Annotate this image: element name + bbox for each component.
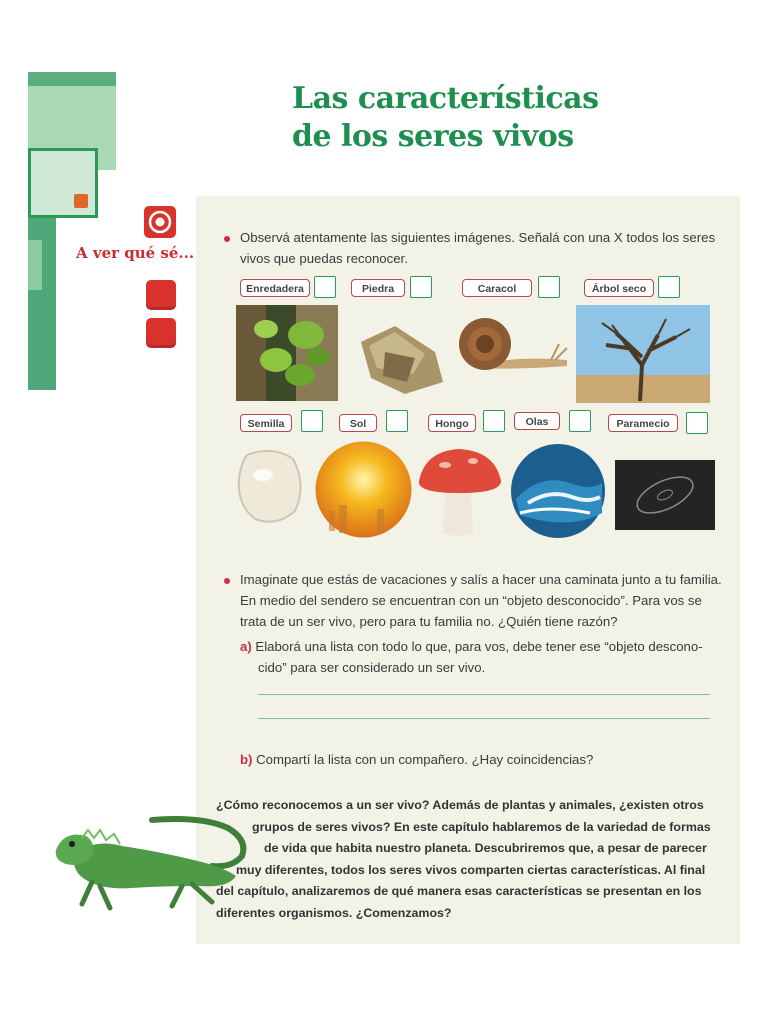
decorative-orange-square [74, 194, 88, 208]
decorative-band-lower-light [28, 240, 42, 290]
title-line-1: Las características [292, 81, 599, 116]
activity-2a-label: a) [240, 639, 252, 654]
activity-2-line-3: trata de un ser vivo, pero para tu familia no. ¿Quién tiene razón? [240, 614, 618, 629]
section-icon-2 [146, 318, 176, 348]
target-icon [144, 206, 176, 238]
activity-2a-line-2: cido” para ser considerado un ser vivo. [258, 660, 486, 675]
sol-image [315, 441, 412, 538]
intro-line-2: grupos de seres vivos? En este capítulo hablaremos de la variedad de formas [252, 819, 711, 834]
activity-2b-label: b) [240, 752, 253, 767]
label-sol: Sol [339, 414, 377, 432]
label-hongo: Hongo [428, 414, 476, 432]
label-caracol: Caracol [462, 279, 532, 297]
enredadera-image [236, 305, 338, 401]
title-line-2: de los seres vivos [292, 119, 574, 154]
semilla-image [233, 445, 307, 527]
intro-line-5: del capítulo, analizaremos de qué manera esas características se presentan en los [216, 884, 702, 899]
intro-line-3: de vida que habita nuestro planeta. Descubriremos que, a pesar de parecer [264, 841, 707, 856]
checkbox-caracol[interactable] [538, 276, 560, 298]
arbol-seco-image [576, 305, 710, 403]
activity-2a [240, 636, 720, 678]
paramecio-image [615, 460, 715, 530]
page-title [292, 80, 712, 156]
instruction-line-2: vivos que puedas reconocer. [240, 251, 408, 266]
activity-1-instruction [240, 227, 720, 269]
answer-line-1[interactable] [258, 694, 710, 695]
activity-2-line-2: En medio del sendero se encuentran con un “objeto desconocido”. Para vos se [240, 593, 702, 608]
chapter-intro [216, 795, 716, 925]
piedra-image [355, 322, 445, 398]
checkbox-piedra[interactable] [410, 276, 432, 298]
intro-line-4: muy diferentes, todos los seres vivos comparten ciertas características. Al final [236, 862, 706, 877]
checkbox-paramecio[interactable] [686, 412, 708, 434]
checkbox-enredadera[interactable] [314, 276, 336, 298]
checkbox-sol[interactable] [386, 410, 408, 432]
checkbox-hongo[interactable] [483, 410, 505, 432]
decorative-frame [28, 148, 98, 218]
label-arbol-seco: Árbol seco [584, 279, 654, 297]
olas-image [510, 443, 606, 539]
label-semilla: Semilla [240, 414, 292, 432]
intro-line-6: diferentes organismos. ¿Comenzamos? [216, 905, 452, 920]
label-enredadera: Enredadera [240, 279, 310, 297]
activity-2b [240, 749, 720, 770]
activity-2b-text: Compartí la lista con un compañero. ¿Hay coincidencias? [256, 752, 594, 767]
a-ver-que-se-label: A ver qué sé... [76, 244, 195, 262]
checkbox-semilla[interactable] [301, 410, 323, 432]
answer-line-2[interactable] [258, 718, 710, 719]
section-icon-1 [146, 280, 176, 310]
bullet-activity-2 [224, 578, 230, 584]
label-olas: Olas [514, 412, 560, 430]
instruction-line-1: Observá atentamente las siguientes imágenes. Señalá con una X todos los seres [240, 230, 716, 245]
decorative-band-top [28, 72, 116, 86]
checkbox-arbol-seco[interactable] [658, 276, 680, 298]
intro-line-1: ¿Cómo reconocemos a un ser vivo? Además de plantas y animales, ¿existen otros [216, 798, 704, 812]
label-piedra: Piedra [351, 279, 405, 297]
bullet-activity-1 [224, 236, 230, 242]
caracol-image [455, 316, 570, 372]
activity-2-line-1: Imaginate que estás de vacaciones y salís a hacer una caminata junto a tu familia. [240, 572, 722, 587]
label-paramecio: Paramecio [608, 414, 678, 432]
activity-2a-line-1: Elaborá una lista con todo lo que, para vos, debe tener ese “objeto descono- [255, 639, 703, 654]
checkbox-olas[interactable] [569, 410, 591, 432]
hongo-image [415, 447, 503, 539]
activity-2-text [240, 569, 720, 632]
